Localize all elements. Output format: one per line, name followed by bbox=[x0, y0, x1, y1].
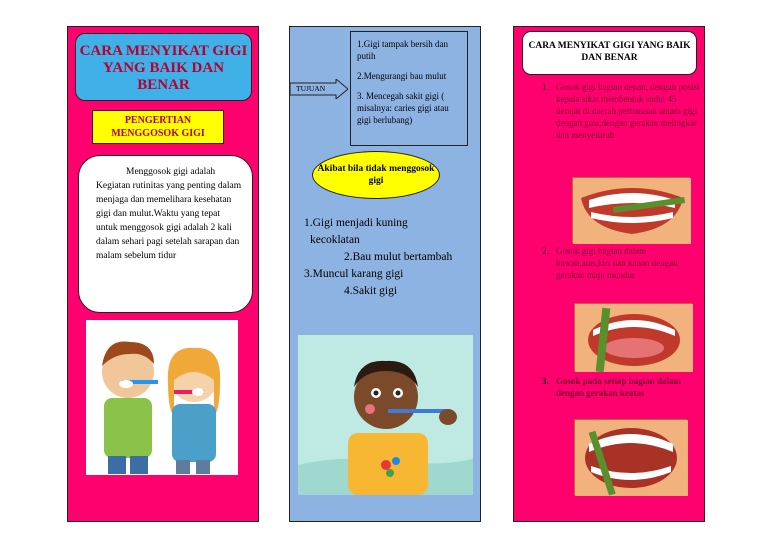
effect-item: 1.Gigi menjadi kuning bbox=[304, 217, 408, 229]
left-subtitle: PENGERTIAN MENGGOSOK GIGI bbox=[92, 110, 224, 144]
tujuan-label: TUJUAN bbox=[296, 84, 326, 93]
brushing-inner-teeth-image bbox=[574, 303, 692, 371]
effect-item: 4.Sakit gigi bbox=[344, 285, 398, 297]
kids-brushing-image bbox=[86, 320, 238, 475]
effects-list bbox=[304, 215, 480, 300]
step-text: Gosok gigi bagian dalam bawah,atas,kiri dan kanan dengan gerakan maju mundur bbox=[556, 246, 678, 280]
step-text: Gosok pada setiap bagian dalam dengan gerakan keatas bbox=[556, 376, 682, 398]
effect-item: kecoklatan bbox=[310, 234, 360, 246]
akibat-ellipse: Akibat bila tidak menggosok gigi bbox=[312, 151, 440, 199]
step-number: 1. bbox=[542, 82, 549, 92]
goal-item: 2.Mengurangi bau mulut bbox=[357, 71, 447, 81]
middle-panel bbox=[289, 26, 481, 522]
step-item bbox=[542, 81, 702, 141]
left-title: CARA MENYIKAT GIGI YANG BAIK DAN BENAR bbox=[75, 33, 252, 101]
effect-item: 2.Bau mulut bertambah bbox=[344, 251, 453, 263]
boy-brushing-image bbox=[298, 335, 473, 495]
description-box bbox=[78, 155, 253, 313]
step-item bbox=[542, 245, 702, 281]
right-title: CARA MENYIKAT GIGI YANG BAIK DAN BENAR bbox=[522, 31, 697, 75]
step-text: Gosok gigi bagian depan, dengan posisi kepala sikat membentuk sudut 45 derajat di daerah perbatasan antara gigi dengan gusi,dengan gerakan melingkar dan menyeluruh bbox=[556, 82, 700, 140]
step-number: 2. bbox=[542, 246, 549, 256]
description-text: Menggosok gigi adalah Kegiatan rutinitas yang penting dalam menjaga dan memelihara kesehatan gigi dan mulut.Waktu yang tepat untuk menggosok gigi adalah 2 kali dalam sehari pagi setelah sarapan dan malam sebelum tidur bbox=[96, 167, 242, 261]
goal-item: 3. Mencegah sakit gigi ( misalnya: caries gigi atau gigi berlubang) bbox=[357, 91, 449, 125]
brushing-front-teeth-image bbox=[572, 177, 690, 243]
step-number: 3. bbox=[542, 376, 549, 386]
step-item bbox=[542, 375, 702, 399]
brushing-upward-image bbox=[574, 419, 687, 495]
right-panel bbox=[513, 26, 705, 522]
left-panel bbox=[67, 26, 259, 522]
effect-item: 3.Muncul karang gigi bbox=[304, 268, 404, 280]
goal-item: 1.Gigi tampak bersih dan putih bbox=[357, 39, 448, 61]
goals-box bbox=[350, 31, 468, 146]
